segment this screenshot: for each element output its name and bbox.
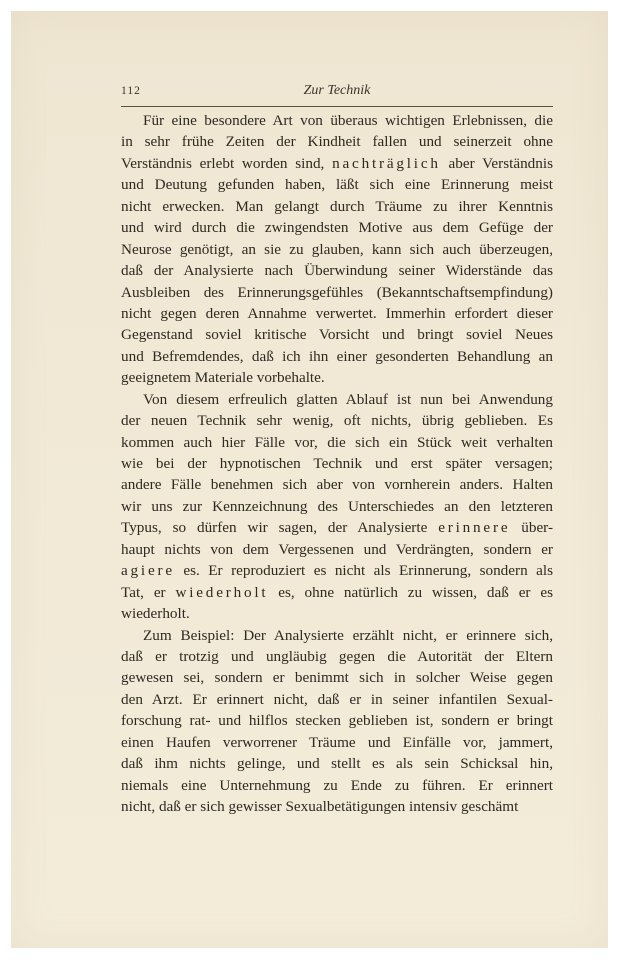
text-line: nicht erwecken. Man gelangt durch Träume zu ihrer Kenntnis [121,197,553,215]
text-line: forschung rat- und hilflos stecken geblieben ist, sondern er bringt [121,712,553,730]
text-line: der neuen Technik sehr wenig, oft nichts, übrig geblieben. Es [121,412,553,430]
emphasized-spaced-word: wiederholt [175,583,269,601]
text-line: und Befremdendes, daß ich ihn einer gesonderten Behandlung an [121,347,553,365]
text-line: und Deutung gefunden haben, läßt sich eine Erinnerung meist [121,176,553,194]
text-line: und wird durch die zwingendsten Motive aus dem Gefüge der [121,219,553,237]
text-line: Zum Beispiel: Der Analysierte erzählt nicht, er erinnere sich, [143,626,553,644]
emphasized-spaced-word: erinnere [438,519,511,537]
text-line: Für eine besondere Art von überaus wichtigen Erlebnissen, die [143,112,553,129]
text-line: Verständnis erlebt worden sind, nachträglich aber Verständnis [121,154,553,172]
text-line: gewesen sei, sondern er benimmt sich in solcher Weise gegen [121,669,553,687]
header-rule [121,106,553,107]
text-line: kommen auch hier Fälle vor, die sich ein Stück weit verhalten [121,433,553,451]
emphasized-spaced-word: agiere [121,562,175,580]
text-line: daß der Analysierte nach Überwindung seiner Widerstände das [121,262,553,280]
text-line: nicht gegen deren Annahme verwertet. Immerhin erfordert dieser [121,304,553,322]
text-line: Tat, er wiederholt es, ohne natürlich zu wissen, daß er es [121,583,553,601]
text-line: wir uns zur Kennzeichnung des Unterschiedes an den letzteren [121,497,553,515]
text-line: daß er trotzig und ungläubig gegen die Autorität der Eltern [121,647,553,665]
running-head: Zur Technik [303,83,371,98]
text-line: niemals eine Unternehmung zu Ende zu führen. Er erinnert [121,776,553,794]
body-text [121,110,553,817]
text-line: den Arzt. Er erinnert nicht, daß er in seiner infantilen Sexual- [121,690,553,708]
text-line: Gegenstand soviel kritische Vorsicht und bringt soviel Neues [121,326,553,344]
text-line: einen Haufen verworrener Träume und Einfälle vor, jammert, [121,733,553,751]
text-line: wie bei der hypnotischen Technik und erst später versagen; [121,455,553,472]
text-line: daß ihm nichts gelinge, und stellt es als sein Schicksal hin, [121,755,553,773]
text-line: geeignetem Materiale vorbehalte. [121,369,325,387]
paragraph [121,110,553,389]
text-line: Von diesem erfreulich glatten Ablauf ist nun bei Anwendung [143,390,553,408]
book-page [11,11,608,948]
text-line: in sehr frühe Zeiten der Kindheit fallen und seinerzeit ohne [121,133,553,151]
page-header [121,83,553,105]
page-number: 112 [121,85,141,97]
text-line: wiederholt. [121,605,190,623]
emphasized-spaced-word: nachträglich [332,154,441,172]
text-line: Ausbleiben des Erinnerungsgefühles (Bekanntschaftsempfindung) [121,283,553,301]
text-line: Typus, so dürfen wir sagen, der Analysierte erinnere über- [121,519,553,537]
text-line: nicht, daß er sich gewisser Sexualbetätigungen intensiv geschämt [121,798,519,815]
text-line: Neurose genötigt, an sie zu glauben, kann sich auch überzeugen, [121,240,553,258]
paragraph [121,625,553,818]
text-line: agiere es. Er reproduziert es nicht als Erinnerung, sondern als [121,562,553,580]
text-line: haupt nichts von dem Vergessenen und Verdrängten, sondern er [121,540,553,558]
text-line: andere Fälle benehmen sich aber von vornherein anders. Halten [121,476,553,494]
paragraph [121,389,553,625]
